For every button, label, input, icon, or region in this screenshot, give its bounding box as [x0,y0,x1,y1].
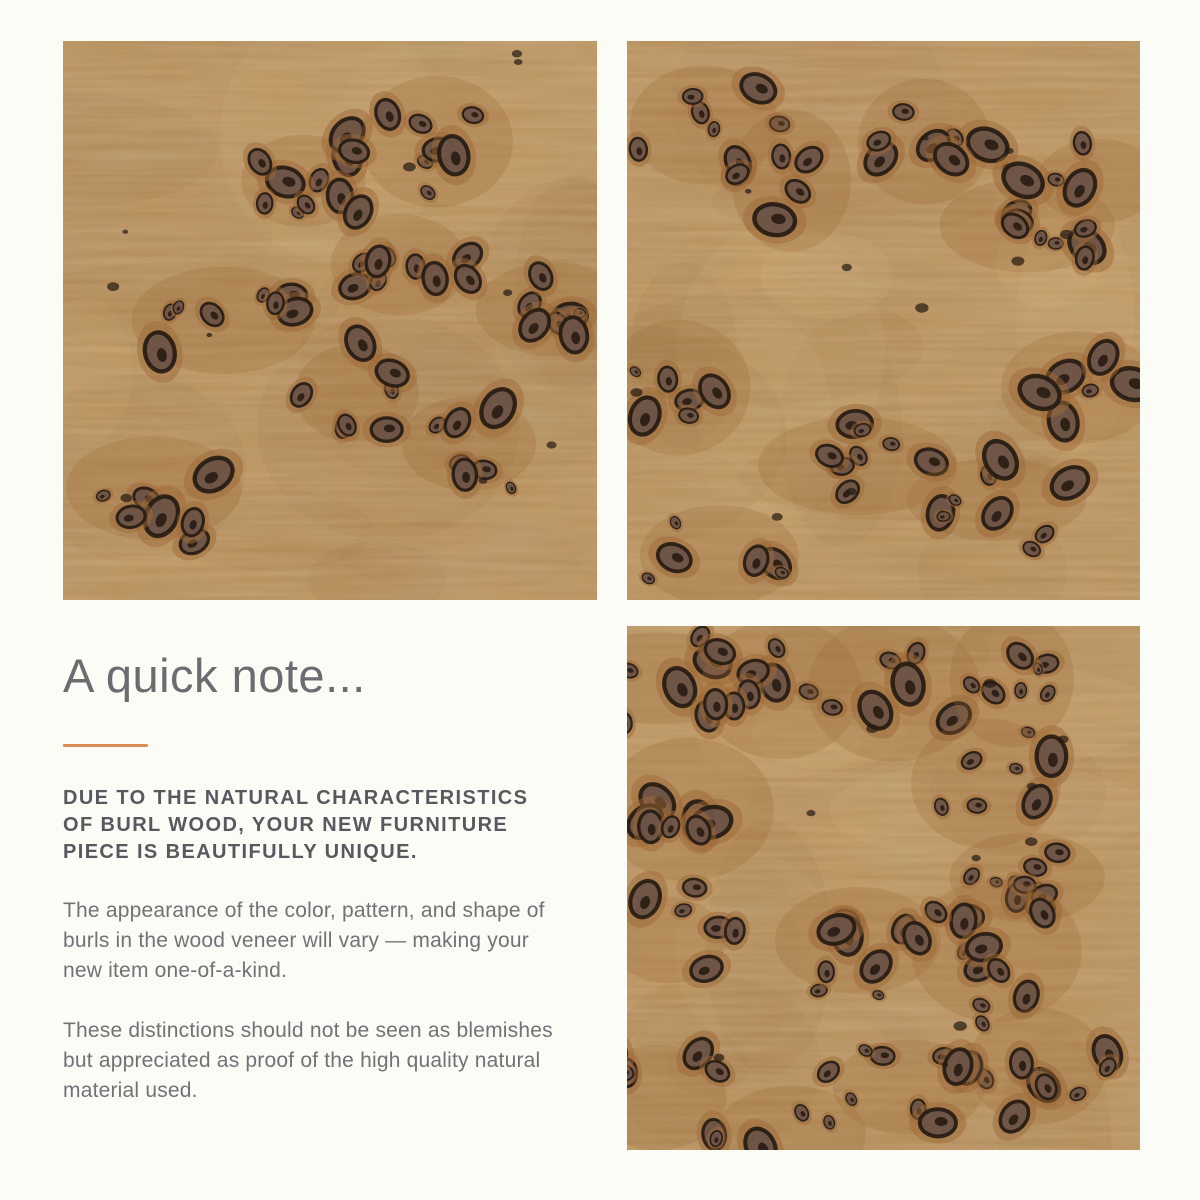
burl-wood-photo-top-left [63,41,597,600]
note-paragraph-1: The appearance of the color, pattern, and shape of burls in the wood veneer will vary — making your new item one-of-a-kind. [63,899,545,983]
burl-wood-photo-top-right [627,41,1140,600]
note-paragraph-2: These distinctions should not be seen as blemishes but appreciated as proof of the high quality natural material used. [63,1019,553,1103]
accent-divider [63,744,148,747]
burl-wood-photo-bottom-right [627,626,1140,1150]
note-section [63,649,568,1106]
note-heading: A quick note... [63,649,366,702]
note-subheading: DUE TO THE NATURAL CHARACTERISTICS OF BURL WOOD, YOUR NEW FURNITURE PIECE IS BEAUTIFULLY UNIQUE. [63,787,529,864]
